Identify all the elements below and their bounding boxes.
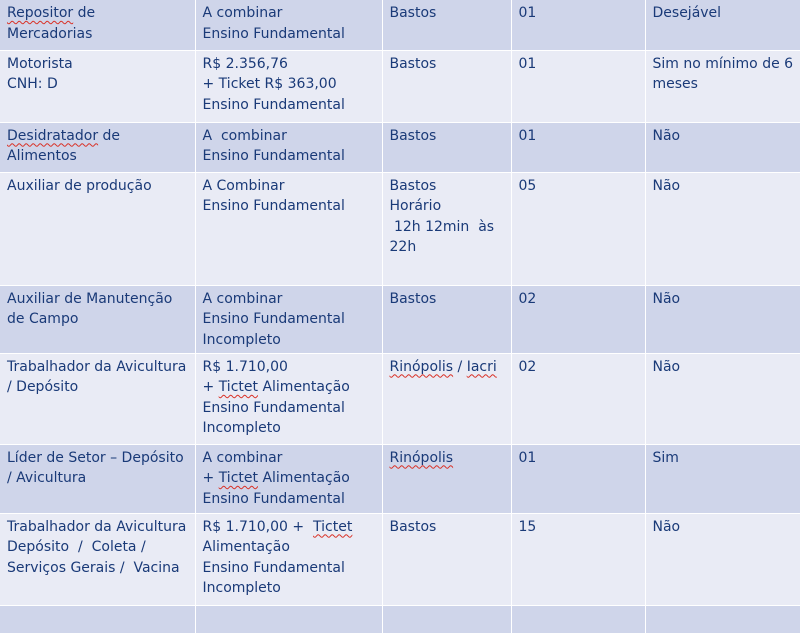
cell-text-line: Bastos: [389, 290, 437, 307]
cell-text-line: Incompleto: [202, 580, 281, 596]
table-cell-experience: [645, 353, 800, 444]
table-cell-vacancies: [511, 50, 645, 122]
cell-text-line: A Combinar: [202, 177, 285, 194]
cell-text-line: Sim no mínimo de 6: [652, 55, 794, 72]
cell-text-line: Ensino Fundamental: [202, 25, 345, 42]
cell-text-line: 05: [518, 177, 537, 194]
cell-text-line: 01: [518, 5, 537, 21]
table-cell-salary: [195, 444, 382, 513]
table-row: [0, 513, 800, 605]
cell-text-line: + Tictet Alimentação: [202, 470, 350, 486]
table-cell-experience: [645, 513, 800, 605]
table-row: [0, 172, 800, 285]
cell-text-line: Bastos: [389, 55, 437, 72]
cell-text-line: / Depósito: [7, 379, 79, 395]
table-cell-role: [0, 353, 195, 444]
cell-text-line: Não: [652, 127, 681, 144]
table-cell-salary: [195, 172, 382, 285]
cell-text-line: 02: [518, 358, 537, 375]
table-row: [0, 0, 800, 50]
table-cell-salary: [195, 0, 382, 50]
cell-text-line: Desejável: [652, 5, 722, 21]
table-cell-salary: [195, 605, 382, 633]
table-cell-location: [382, 285, 511, 353]
table-cell-experience: [645, 172, 800, 285]
table-cell-vacancies: [511, 513, 645, 605]
cell-text-line: Depósito / Coleta /: [7, 539, 146, 555]
table-cell-role: [0, 513, 195, 605]
table-cell-experience: [645, 122, 800, 172]
table-row: [0, 353, 800, 444]
table-cell-vacancies: [511, 122, 645, 172]
cell-text-line: Não: [652, 177, 681, 194]
cell-text-line: 01: [518, 55, 537, 72]
cell-text-line: Serviços Gerais / Vacina: [7, 559, 180, 576]
cell-text-line: 12h 12min às: [389, 218, 495, 235]
table-cell-location: [382, 444, 511, 513]
table-cell-vacancies: [511, 444, 645, 513]
cell-text-line: Repositor de: [7, 5, 96, 21]
cell-text-line: Ensino Fundamental: [202, 559, 345, 576]
cell-text-line: Alimentos: [7, 148, 77, 164]
table-cell-salary: [195, 513, 382, 605]
table-cell-salary: [195, 353, 382, 444]
cell-text-line: 15: [518, 518, 537, 535]
cell-text-line: Incompleto: [202, 331, 281, 348]
table-cell-location: [382, 172, 511, 285]
cell-text-line: Auxiliar de produção: [7, 177, 152, 194]
table-cell-role: [0, 122, 195, 172]
cell-text-line: Desidratador de: [7, 127, 121, 144]
table-cell-experience: [645, 50, 800, 122]
table-cell-vacancies: [511, 0, 645, 50]
cell-text-line: A combinar: [202, 449, 283, 466]
table-cell-role: [0, 605, 195, 633]
table-cell-location: [382, 0, 511, 50]
cell-text-line: meses: [652, 76, 698, 92]
cell-text-line: Ensino Fundamental: [202, 198, 345, 214]
cell-text-line: CNH: D: [7, 76, 58, 92]
cell-text-line: Não: [652, 358, 681, 375]
cell-text-line: Ensino Fundamental: [202, 399, 345, 416]
table-cell-location: [382, 513, 511, 605]
cell-text-line: + Ticket R$ 363,00: [202, 76, 337, 92]
table-cell-role: [0, 285, 195, 353]
cell-text-line: Alimentação: [202, 539, 290, 555]
table-cell-role: [0, 0, 195, 50]
table-row: [0, 285, 800, 353]
table-row: [0, 50, 800, 122]
cell-text-line: Ensino Fundamental: [202, 490, 345, 507]
cell-text-line: Trabalhador da Avicultura: [7, 518, 187, 535]
table-row: [0, 605, 800, 633]
table-cell-location: [382, 122, 511, 172]
table-cell-role: [0, 172, 195, 285]
cell-text-line: Bastos: [389, 518, 437, 535]
table-cell-experience: [645, 285, 800, 353]
cell-text-line: Motorista: [7, 55, 73, 72]
cell-text-line: Auxiliar de Manutenção: [7, 290, 173, 307]
cell-text-line: A combinar: [202, 290, 283, 307]
table-cell-role: [0, 444, 195, 513]
cell-text-line: Horário: [389, 198, 442, 214]
cell-text-line: / Avicultura: [7, 470, 87, 486]
cell-text-line: A combinar: [202, 127, 287, 144]
cell-text-line: R$ 2.356,76: [202, 55, 288, 72]
cell-text-line: Líder de Setor – Depósito: [7, 449, 184, 466]
cell-text-line: Trabalhador da Avicultura: [7, 358, 187, 375]
table-row: [0, 444, 800, 513]
table-row: [0, 122, 800, 172]
table-cell-location: [382, 605, 511, 633]
cell-text-line: Não: [652, 290, 681, 307]
cell-text-line: Sim: [652, 449, 679, 466]
cell-text-line: R$ 1.710,00 + Tictet: [202, 518, 353, 535]
cell-text-line: Incompleto: [202, 420, 281, 436]
table-cell-location: [382, 50, 511, 122]
cell-text-line: Ensino Fundamental: [202, 311, 345, 327]
cell-text-line: Não: [652, 518, 681, 535]
table-cell-vacancies: [511, 285, 645, 353]
cell-text-line: Bastos: [389, 127, 437, 144]
cell-text-line: A combinar: [202, 5, 283, 21]
table-cell-vacancies: [511, 172, 645, 285]
table-cell-experience: [645, 444, 800, 513]
table-cell-salary: [195, 285, 382, 353]
table-cell-location: [382, 353, 511, 444]
cell-text-line: Bastos: [389, 177, 437, 194]
cell-text-line: Rinópolis / Iacri: [389, 358, 497, 375]
cell-text-line: de Campo: [7, 311, 79, 327]
cell-text-line: Ensino Fundamental: [202, 148, 345, 164]
table-cell-experience: [645, 0, 800, 50]
cell-text-line: 02: [518, 290, 537, 307]
cell-text-line: Ensino Fundamental: [202, 96, 345, 113]
cell-text-line: + Tictet Alimentação: [202, 379, 350, 395]
cell-text-line: 01: [518, 449, 537, 466]
cell-text-line: Rinópolis: [389, 449, 454, 466]
table-cell-salary: [195, 122, 382, 172]
table-cell-vacancies: [511, 353, 645, 444]
table-cell-experience: [645, 605, 800, 633]
table-cell-salary: [195, 50, 382, 122]
cell-text-line: 01: [518, 127, 537, 144]
table-cell-role: [0, 50, 195, 122]
cell-text-line: R$ 1.710,00: [202, 358, 288, 375]
cell-text-line: 22h: [389, 239, 417, 255]
cell-text-line: Bastos: [389, 5, 437, 21]
table-cell-vacancies: [511, 605, 645, 633]
cell-text-line: Mercadorias: [7, 25, 93, 42]
